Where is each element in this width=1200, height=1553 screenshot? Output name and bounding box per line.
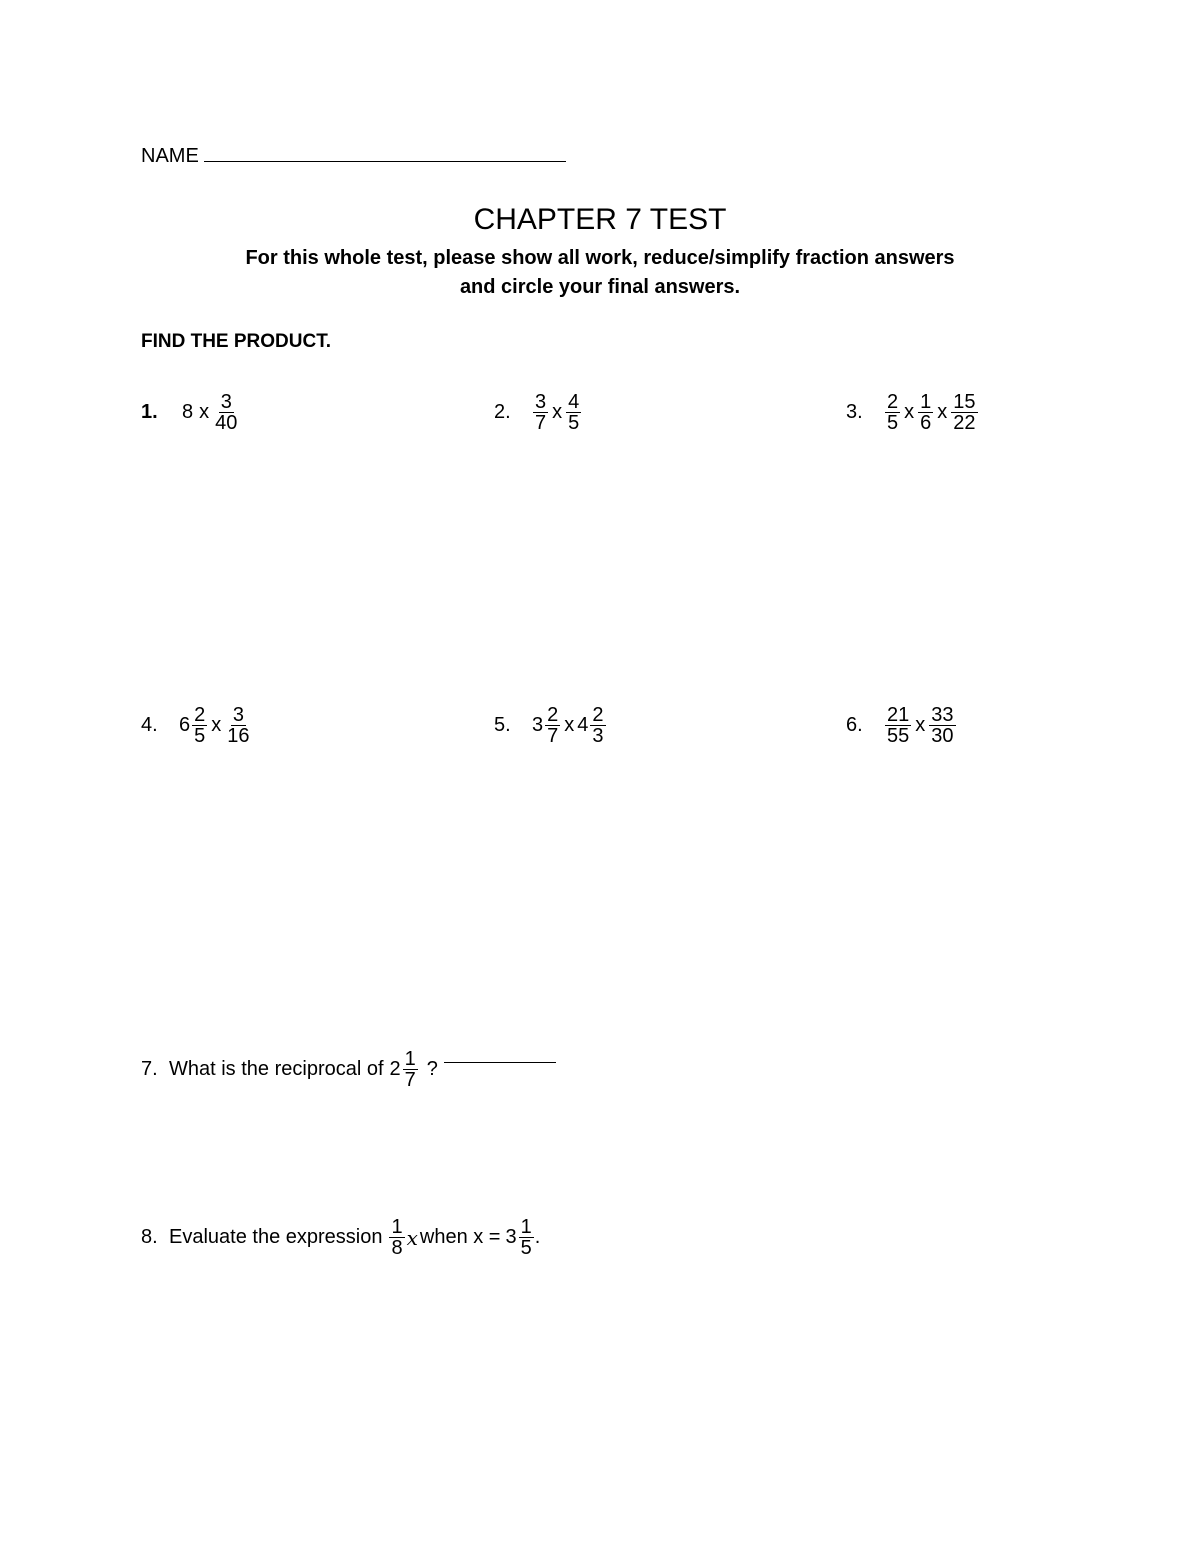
name-field bbox=[141, 145, 566, 168]
whole-number: 8 bbox=[182, 401, 194, 423]
mixed-whole: 4 bbox=[577, 714, 589, 736]
denominator: 22 bbox=[953, 412, 976, 434]
mixed-whole: 2 bbox=[389, 1058, 401, 1080]
fraction bbox=[389, 1217, 404, 1258]
denominator: 3 bbox=[592, 725, 604, 747]
fraction bbox=[213, 392, 239, 433]
problem-number: 4. bbox=[141, 714, 158, 736]
condition-text: when x = bbox=[419, 1226, 501, 1248]
name-blank-line bbox=[204, 159, 566, 162]
fraction bbox=[192, 705, 207, 746]
problem-2 bbox=[494, 392, 582, 433]
section-heading: FIND THE PRODUCT. bbox=[141, 331, 331, 352]
problem-number: 7. bbox=[141, 1058, 158, 1080]
denominator: 8 bbox=[391, 1237, 403, 1259]
denominator: 6 bbox=[920, 412, 932, 434]
period: . bbox=[534, 1226, 541, 1248]
times-sign: x bbox=[199, 401, 210, 423]
numerator: 3 bbox=[535, 391, 547, 413]
fraction bbox=[225, 705, 251, 746]
numerator: 3 bbox=[232, 704, 244, 726]
numerator: 1 bbox=[920, 391, 932, 413]
times-sign: x bbox=[564, 714, 575, 736]
fraction bbox=[590, 705, 605, 746]
denominator: 5 bbox=[887, 412, 899, 434]
denominator: 55 bbox=[887, 725, 910, 747]
problem-number: 1. bbox=[141, 401, 158, 423]
question-8 bbox=[141, 1217, 540, 1258]
denominator: 7 bbox=[535, 412, 547, 434]
denominator: 7 bbox=[404, 1069, 416, 1091]
times-sign: x bbox=[904, 401, 915, 423]
fraction bbox=[533, 392, 548, 433]
problem-number: 3. bbox=[846, 401, 863, 423]
times-sign: x bbox=[552, 401, 563, 423]
problem-number: 2. bbox=[494, 401, 511, 423]
times-sign: x bbox=[937, 401, 948, 423]
fraction bbox=[519, 1217, 534, 1258]
problem-number: 5. bbox=[494, 714, 511, 736]
denominator: 7 bbox=[547, 725, 559, 747]
question-7 bbox=[141, 1049, 556, 1090]
fraction bbox=[566, 392, 581, 433]
problem-number: 8. bbox=[141, 1226, 158, 1248]
denominator: 5 bbox=[520, 1237, 532, 1259]
variable: x bbox=[406, 1225, 418, 1250]
denominator: 40 bbox=[215, 412, 238, 434]
question-text: Evaluate the expression bbox=[169, 1226, 383, 1248]
numerator: 2 bbox=[592, 704, 604, 726]
fraction bbox=[403, 1049, 418, 1090]
problem-number: 6. bbox=[846, 714, 863, 736]
times-sign: x bbox=[211, 714, 222, 736]
mixed-whole: 6 bbox=[179, 714, 191, 736]
fraction bbox=[929, 705, 955, 746]
problem-3 bbox=[846, 392, 979, 433]
question-mark: ? bbox=[426, 1058, 438, 1080]
problem-6 bbox=[846, 705, 957, 746]
answer-blank-line bbox=[444, 1060, 556, 1063]
numerator: 15 bbox=[953, 391, 976, 413]
problem-1 bbox=[141, 392, 240, 433]
mixed-whole: 3 bbox=[505, 1226, 517, 1248]
numerator: 1 bbox=[404, 1048, 416, 1070]
page-title: CHAPTER 7 TEST bbox=[473, 203, 727, 236]
instructions bbox=[0, 244, 1200, 302]
problem-4 bbox=[141, 705, 253, 746]
numerator: 4 bbox=[568, 391, 580, 413]
numerator: 21 bbox=[887, 704, 910, 726]
denominator: 16 bbox=[227, 725, 250, 747]
problem-5 bbox=[494, 705, 607, 746]
name-label: NAME bbox=[141, 145, 199, 167]
denominator: 30 bbox=[931, 725, 954, 747]
numerator: 2 bbox=[194, 704, 206, 726]
fraction bbox=[885, 392, 900, 433]
fraction bbox=[951, 392, 977, 433]
instructions-line-2: and circle your final answers. bbox=[459, 276, 741, 298]
fraction bbox=[885, 705, 911, 746]
instructions-line-1: For this whole test, please show all work, reduce/simplify fraction answers bbox=[245, 247, 955, 269]
numerator: 3 bbox=[220, 391, 232, 413]
numerator: 2 bbox=[547, 704, 559, 726]
numerator: 33 bbox=[931, 704, 954, 726]
numerator: 1 bbox=[520, 1216, 532, 1238]
fraction bbox=[545, 705, 560, 746]
times-sign: x bbox=[915, 714, 926, 736]
numerator: 2 bbox=[887, 391, 899, 413]
denominator: 5 bbox=[194, 725, 206, 747]
denominator: 5 bbox=[568, 412, 580, 434]
numerator: 1 bbox=[391, 1216, 403, 1238]
mixed-whole: 3 bbox=[532, 714, 544, 736]
fraction bbox=[918, 392, 933, 433]
question-text: What is the reciprocal of bbox=[169, 1058, 384, 1080]
